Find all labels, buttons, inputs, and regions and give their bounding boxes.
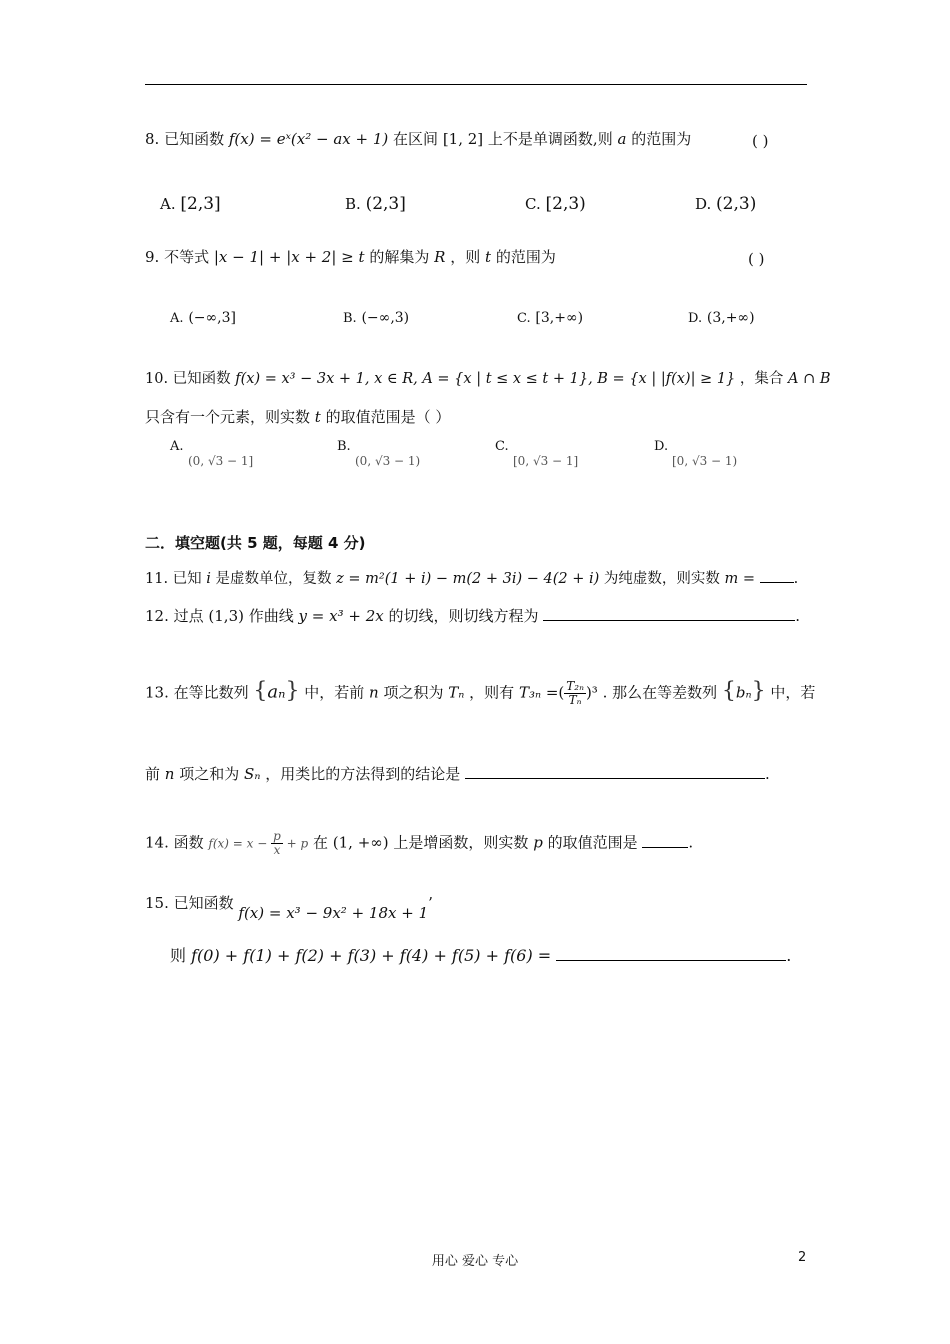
q13-sequence-a: aₙ xyxy=(267,681,286,703)
question-11: 11. 已知 i 是虚数单位，复数 z = m²(1 + i) − m(2 + 3i) − 4(2 + i) 为纯虚数，则实数 m = . xyxy=(145,571,799,587)
question-13: 13. 在等比数列 {aₙ} 中，若前 n 项之积为 Tₙ ，则有 T₃ₙ =( $\frac{\text{T₂ₙ}}{\text{Tₙ}}$ )³ . 那么在等差数列 {bₙ} 中，若 xyxy=(145,678,816,708)
q10-suffix: ，集合 xyxy=(739,371,784,387)
question-15: 15. 已知函数 f(x) = x³ − 9x² + 18x + 1’ xyxy=(145,894,433,922)
q9-var: t xyxy=(485,248,492,266)
q9-option-c: C. [3,+∞) xyxy=(517,310,584,326)
q8-option-d: D. (2,3) xyxy=(695,194,757,214)
q13-answer-blank[interactable] xyxy=(465,766,765,779)
q15-function: f(x) = x³ − 9x² + 18x + 1 xyxy=(238,904,429,922)
q9-option-a: A. (−∞,3] xyxy=(170,310,236,326)
q9-option-d: D. (3,+∞) xyxy=(688,310,755,326)
question-10 xyxy=(145,372,831,387)
q10-option-b: B. (0, √3 − 1) xyxy=(337,439,421,468)
q11-expression: z = m²(1 + i) − m(2 + 3i) − 4(2 + i) xyxy=(336,571,600,587)
q8-mid: 在区间 xyxy=(393,130,439,148)
q14-answer-blank[interactable] xyxy=(642,835,688,848)
q9-set: R xyxy=(434,248,446,266)
q10-prefix: 10. 已知函数 xyxy=(145,371,231,387)
q8-option-a: A. [2,3] xyxy=(160,194,221,214)
q10-option-c: C. [0, √3 − 1] xyxy=(495,439,579,468)
q8-suffix: 上不是单调函数,则 xyxy=(487,130,613,148)
question-9 xyxy=(145,250,556,265)
q9-mid: 的解集为 xyxy=(369,248,430,266)
q9-tail: 的范围为 xyxy=(495,248,556,266)
q15-sum: f(0) + f(1) + f(2) + f(3) + f(4) + f(5) + f(6) = xyxy=(191,946,552,965)
q10-expression: f(x) = x³ − 3x + 1, x ∈ R, A = {x | t ≤ x ≤ t + 1}, B = {x | |f(x)| ≥ 1} xyxy=(235,371,736,387)
question-13-line2: 前 n 项之和为 Sₙ ，用类比的方法得到的结论是 . xyxy=(145,765,770,783)
q8-function: f(x) = eˣ(x² − ax + 1) xyxy=(228,130,389,148)
question-14: 14. 函数 f(x) = x − $\frac{p}{x}$ + p 在 (1, +∞) 上是增函数，则实数 p 的取值范围是 . xyxy=(145,829,694,858)
q8-var: a xyxy=(617,130,627,148)
q13-fraction: $\frac{\text{T₂ₙ}}{\text{Tₙ}}$ xyxy=(566,679,584,708)
q8-option-b: B. (2,3] xyxy=(345,194,406,214)
q15-answer-blank[interactable] xyxy=(556,948,786,961)
q13-sequence-b: bₙ xyxy=(735,683,752,702)
q8-answer-paren: ( ) xyxy=(752,132,769,150)
header-rule xyxy=(145,84,807,85)
question-10-line2: 只含有一个元素，则实数 t 的取值范围是（ ） xyxy=(145,408,451,426)
q12-answer-blank[interactable] xyxy=(543,608,795,621)
q10-option-d: D. [0, √3 − 1) xyxy=(654,439,738,468)
q9-prefix: 9. 不等式 xyxy=(145,248,210,266)
q8-tail: 的范围为 xyxy=(631,130,692,148)
q12-curve: y = x³ + 2x xyxy=(298,607,384,625)
question-12: 12. 过点 (1,3) 作曲线 y = x³ + 2x 的切线，则切线方程为 . xyxy=(145,607,801,625)
question-15-line2: 则 f(0) + f(1) + f(2) + f(3) + f(4) + f(5) + f(6) = . xyxy=(170,946,792,965)
question-8 xyxy=(145,132,691,147)
q10-option-a: A. (0, √3 − 1] xyxy=(170,439,254,468)
q9-inequality: |x − 1| + |x + 2| ≥ t xyxy=(213,248,365,266)
q9-suffix: ，则 xyxy=(450,248,481,266)
q10-intersection: A ∩ B xyxy=(788,371,831,387)
q11-answer-blank[interactable] xyxy=(760,570,794,583)
q14-fraction: $\frac{p}{x}$ xyxy=(273,829,281,858)
q8-interval: [1, 2] xyxy=(442,130,484,148)
q8-option-c: C. [2,3) xyxy=(525,194,586,214)
page-footer: 用心 爱心 专心 xyxy=(431,1254,519,1269)
page-number: 2 xyxy=(798,1250,807,1265)
q9-option-b: B. (−∞,3) xyxy=(343,310,410,326)
q8-prefix: 8. 已知函数 xyxy=(145,130,225,148)
q9-answer-paren: ( ) xyxy=(748,250,765,268)
section-2-heading: 二．填空题(共 5 题，每题 4 分) xyxy=(145,534,366,552)
